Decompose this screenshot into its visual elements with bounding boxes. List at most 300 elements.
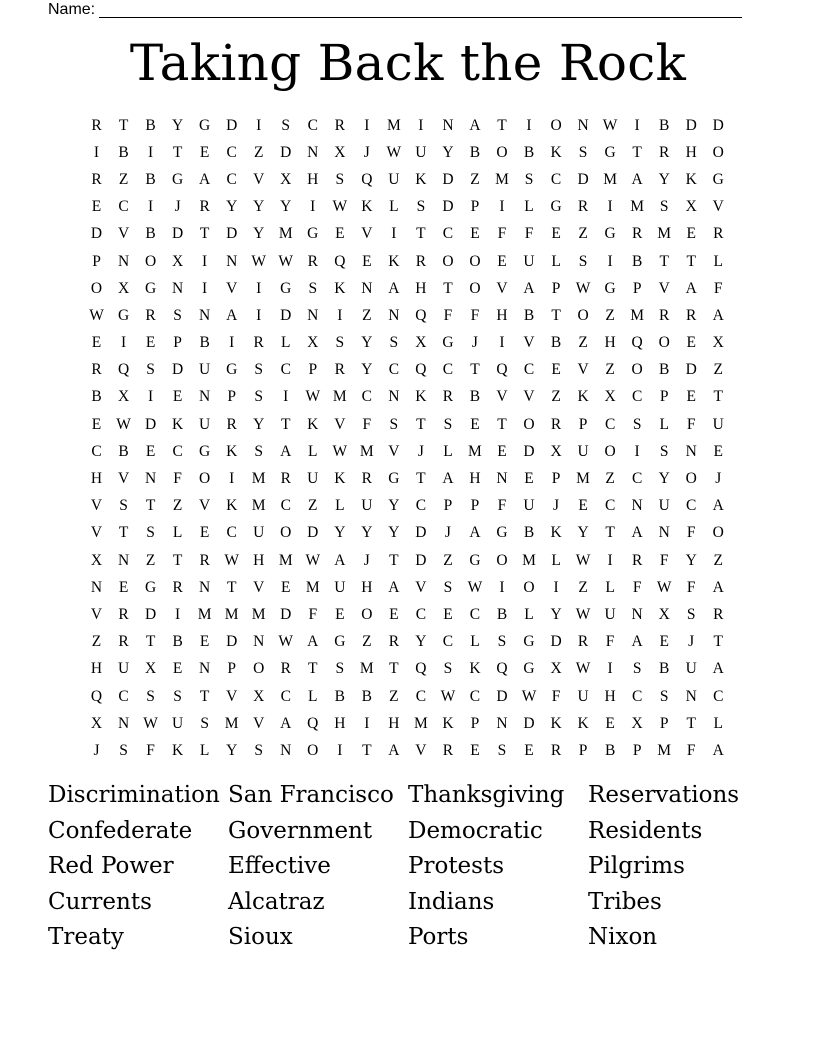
grid-letter: M	[359, 442, 374, 460]
grid-letter: C	[226, 170, 237, 188]
grid-letter: E	[659, 633, 669, 651]
grid-letter: E	[199, 143, 210, 161]
grid-letter: F	[524, 225, 534, 243]
grid-letter: S	[578, 143, 588, 161]
grid-letter: T	[281, 415, 291, 433]
grid-letter: S	[335, 660, 345, 678]
grid-letter: H	[604, 687, 616, 705]
grid-letter: D	[280, 143, 292, 161]
grid-letter: T	[686, 252, 696, 270]
grid-letter: B	[145, 170, 156, 188]
grid-letter: B	[469, 388, 481, 406]
grid-letter: Z	[605, 470, 615, 488]
grid-letter: U	[685, 660, 697, 678]
grid-letter: Y	[172, 116, 184, 134]
grid-letter: T	[713, 388, 723, 406]
grid-letter: I	[337, 741, 343, 759]
grid-letter: E	[686, 388, 696, 406]
grid-letter: R	[713, 605, 724, 623]
grid-letter: X	[685, 198, 697, 216]
grid-letter: W	[575, 605, 591, 623]
grid-letter: I	[147, 198, 154, 216]
grid-letter: W	[305, 551, 321, 569]
grid-letter: M	[197, 605, 212, 623]
grid-letter: D	[90, 225, 103, 243]
grid-letter: E	[335, 605, 345, 623]
word-bank-item: Residents	[588, 817, 703, 844]
grid-letter: B	[199, 334, 210, 352]
grid-letter: R	[280, 470, 291, 488]
grid-letter: F	[497, 497, 507, 515]
grid-letter: N	[577, 116, 589, 134]
grid-letter: U	[117, 660, 130, 678]
grid-letter: F	[173, 470, 182, 488]
grid-letter: I	[526, 116, 532, 134]
grid-letter: M	[224, 605, 239, 623]
grid-letter: Q	[334, 252, 346, 270]
word-bank-item: Tribes	[588, 888, 662, 915]
grid-letter: E	[145, 334, 156, 352]
grid-letter: B	[659, 116, 670, 134]
grid-letter: K	[469, 660, 481, 678]
grid-letter: N	[307, 306, 319, 324]
grid-letter: N	[117, 551, 130, 569]
grid-letter: I	[147, 388, 154, 406]
grid-row	[83, 465, 744, 492]
grid-letter: Q	[496, 660, 508, 678]
grid-letter: L	[524, 198, 534, 216]
grid-letter: Y	[334, 524, 346, 542]
grid-letter: H	[469, 470, 481, 488]
grid-letter: B	[523, 306, 535, 324]
grid-letter: J	[93, 741, 100, 759]
grid-row	[83, 656, 744, 683]
grid-letter: W	[305, 388, 321, 406]
grid-letter: K	[577, 388, 589, 406]
grid-letter: W	[278, 252, 294, 270]
grid-letter: E	[524, 470, 534, 488]
grid-letter: C	[415, 687, 427, 705]
grid-letter: Y	[415, 633, 427, 651]
grid-letter: M	[522, 551, 536, 569]
grid-letter: S	[281, 116, 291, 134]
grid-letter: I	[553, 578, 559, 596]
grid-letter: Y	[685, 551, 697, 569]
grid-letter: R	[91, 361, 102, 379]
grid-letter: P	[227, 388, 236, 406]
grid-row	[83, 221, 744, 248]
grid-letter: B	[496, 605, 508, 623]
grid-letter: E	[497, 252, 507, 270]
word-bank-item: Alcatraz	[228, 888, 325, 915]
grid-letter: V	[226, 279, 238, 297]
grid-letter: H	[253, 551, 265, 569]
grid-letter: T	[632, 143, 642, 161]
grid-letter: V	[117, 470, 130, 488]
grid-letter: R	[631, 225, 643, 243]
grid-letter: F	[146, 741, 155, 759]
grid-letter: D	[550, 633, 562, 651]
grid-letter: X	[90, 714, 103, 732]
grid-letter: A	[712, 660, 724, 678]
grid-letter: X	[144, 660, 157, 678]
grid-letter: A	[469, 524, 481, 542]
grid-letter: H	[361, 578, 373, 596]
grid-letter: S	[146, 524, 155, 542]
grid-letter: U	[334, 578, 346, 596]
grid-letter: O	[280, 524, 292, 542]
grid-letter: E	[713, 442, 723, 460]
grid-letter: Z	[308, 497, 318, 515]
grid-letter: C	[469, 605, 481, 623]
grid-letter: L	[308, 442, 318, 460]
grid-letter: F	[686, 415, 696, 433]
grid-letter: C	[172, 442, 183, 460]
grid-letter: R	[442, 741, 454, 759]
grid-letter: R	[550, 741, 562, 759]
grid-letter: L	[281, 334, 291, 352]
grid-row	[83, 302, 744, 329]
grid-letter: K	[577, 714, 589, 732]
grid-letter: K	[226, 497, 238, 515]
grid-letter: N	[253, 633, 265, 651]
grid-letter: Y	[388, 497, 400, 515]
grid-letter: N	[90, 578, 103, 596]
grid-letter: Z	[362, 633, 372, 651]
grid-letter: S	[497, 741, 507, 759]
grid-letter: C	[415, 605, 427, 623]
grid-row	[83, 384, 744, 411]
grid-row	[83, 629, 744, 656]
grid-letter: G	[117, 306, 130, 324]
grid-letter: N	[658, 524, 670, 542]
grid-letter: E	[172, 660, 183, 678]
grid-letter: W	[521, 687, 537, 705]
grid-letter: T	[443, 279, 453, 297]
grid-letter: P	[470, 714, 480, 732]
grid-letter: A	[334, 551, 346, 569]
grid-letter: T	[118, 524, 129, 542]
grid-letter: B	[659, 660, 670, 678]
grid-letter: G	[199, 442, 211, 460]
grid-letter: C	[280, 687, 291, 705]
grid-letter: E	[470, 741, 480, 759]
grid-letter: R	[577, 198, 589, 216]
grid-letter: T	[389, 660, 399, 678]
grid-letter: K	[172, 741, 184, 759]
grid-letter: F	[632, 578, 642, 596]
grid-letter: P	[632, 279, 642, 297]
grid-letter: H	[685, 143, 697, 161]
grid-letter: A	[280, 714, 292, 732]
grid-letter: R	[91, 170, 102, 188]
grid-letter: O	[712, 143, 724, 161]
grid-letter: O	[631, 361, 643, 379]
grid-letter: Y	[253, 198, 265, 216]
grid-letter: X	[117, 388, 130, 406]
grid-letter: C	[604, 497, 616, 515]
grid-letter: X	[280, 170, 292, 188]
grid-row	[83, 574, 744, 601]
grid-letter: E	[172, 388, 183, 406]
word-bank-item: Effective	[228, 853, 331, 880]
grid-letter: B	[631, 252, 643, 270]
grid-letter: M	[251, 605, 266, 623]
grid-letter: Z	[91, 633, 102, 651]
grid-letter: C	[713, 687, 724, 705]
grid-letter: M	[251, 470, 266, 488]
grid-letter: M	[386, 116, 401, 134]
grid-letter: C	[523, 361, 535, 379]
grid-letter: W	[332, 198, 348, 216]
grid-letter: M	[305, 578, 320, 596]
grid-letter: E	[524, 741, 534, 759]
grid-letter: M	[657, 225, 672, 243]
grid-letter: A	[388, 279, 400, 297]
grid-letter: A	[469, 116, 481, 134]
grid-letter: N	[117, 714, 130, 732]
grid-letter: Z	[578, 334, 588, 352]
grid-letter: R	[280, 660, 291, 678]
word-bank-item: Ports	[408, 924, 469, 951]
grid-letter: Y	[361, 524, 373, 542]
grid-letter: I	[229, 470, 235, 488]
grid-letter: X	[334, 143, 346, 161]
grid-letter: V	[415, 741, 427, 759]
grid-letter: K	[442, 714, 454, 732]
grid-row	[83, 683, 744, 710]
word-bank	[48, 778, 768, 956]
grid-letter: O	[442, 252, 454, 270]
grid-letter: N	[631, 605, 643, 623]
grid-letter: N	[631, 497, 643, 515]
grid-letter: P	[632, 741, 642, 759]
grid-letter: Y	[577, 524, 589, 542]
grid-letter: N	[199, 578, 211, 596]
grid-letter: O	[469, 252, 481, 270]
grid-letter: Z	[443, 551, 453, 569]
grid-letter: R	[442, 388, 454, 406]
grid-letter: K	[388, 252, 400, 270]
grid-letter: T	[416, 470, 426, 488]
grid-letter: R	[334, 361, 345, 379]
grid-letter: G	[604, 225, 616, 243]
grid-letter: H	[90, 470, 103, 488]
grid-letter: C	[226, 524, 237, 542]
grid-letter: V	[253, 714, 265, 732]
grid-letter: R	[550, 415, 562, 433]
name-blank-line	[99, 2, 742, 18]
word-bank-item: Indians	[408, 888, 495, 915]
grid-letter: O	[253, 660, 265, 678]
grid-letter: Q	[631, 334, 643, 352]
grid-row	[83, 275, 744, 302]
grid-letter: Q	[90, 687, 103, 705]
word-bank-item: Nixon	[588, 924, 658, 951]
grid-letter: G	[280, 279, 292, 297]
grid-letter: D	[280, 306, 292, 324]
grid-letter: E	[497, 442, 507, 460]
grid-letter: W	[278, 633, 294, 651]
grid-letter: T	[659, 252, 669, 270]
grid-letter: I	[256, 116, 262, 134]
grid-letter: S	[335, 334, 345, 352]
grid-letter: P	[443, 497, 453, 515]
grid-letter: Z	[551, 388, 561, 406]
grid-letter: I	[202, 252, 208, 270]
grid-letter: S	[524, 170, 534, 188]
grid-letter: K	[307, 415, 319, 433]
grid-letter: S	[497, 633, 507, 651]
grid-letter: D	[226, 225, 238, 243]
grid-letter: D	[685, 116, 697, 134]
grid-letter: V	[117, 225, 130, 243]
grid-letter: S	[254, 361, 264, 379]
grid-letter: Y	[361, 334, 373, 352]
grid-row	[83, 547, 744, 574]
grid-letter: N	[496, 470, 508, 488]
grid-letter: S	[659, 442, 669, 460]
grid-letter: S	[119, 741, 128, 759]
grid-letter: V	[658, 279, 670, 297]
grid-letter: W	[467, 578, 483, 596]
grid-letter: E	[91, 334, 102, 352]
grid-letter: A	[712, 741, 724, 759]
grid-letter: M	[359, 660, 374, 678]
grid-letter: W	[656, 578, 672, 596]
grid-letter: E	[389, 605, 399, 623]
grid-letter: E	[362, 252, 372, 270]
grid-letter: F	[686, 524, 696, 542]
grid-letter: T	[686, 714, 696, 732]
grid-letter: U	[199, 415, 211, 433]
grid-letter: R	[631, 551, 643, 569]
grid-letter: Z	[713, 361, 723, 379]
grid-letter: E	[551, 361, 561, 379]
grid-letter: I	[202, 279, 208, 297]
grid-letter: Z	[470, 170, 480, 188]
grid-letter: R	[118, 605, 129, 623]
grid-letter: O	[90, 279, 103, 297]
grid-letter: A	[712, 306, 724, 324]
grid-letter: F	[659, 551, 669, 569]
grid-letter: N	[388, 388, 400, 406]
grid-letter: M	[495, 170, 509, 188]
grid-letter: R	[659, 306, 670, 324]
grid-letter: F	[686, 578, 696, 596]
grid-letter: B	[91, 388, 102, 406]
grid-row	[83, 710, 744, 737]
grid-letter: N	[307, 143, 319, 161]
word-bank-item: Pilgrims	[588, 853, 685, 880]
grid-letter: Z	[145, 551, 156, 569]
grid-letter: R	[91, 116, 102, 134]
grid-letter: D	[496, 687, 508, 705]
grid-letter: S	[443, 578, 453, 596]
grid-letter: X	[658, 605, 670, 623]
word-bank-item: Reservations	[588, 782, 740, 808]
grid-letter: B	[523, 143, 535, 161]
grid-letter: L	[172, 524, 183, 542]
grid-letter: E	[686, 225, 696, 243]
grid-letter: T	[145, 633, 156, 651]
grid-letter: G	[334, 633, 346, 651]
grid-letter: D	[712, 116, 724, 134]
grid-letter: G	[442, 334, 454, 352]
grid-letter: T	[226, 578, 237, 596]
grid-letter: D	[523, 714, 535, 732]
grid-letter: W	[440, 687, 456, 705]
grid-letter: E	[91, 198, 102, 216]
grid-letter: G	[712, 170, 724, 188]
grid-letter: V	[226, 687, 238, 705]
grid-letter: I	[283, 388, 289, 406]
grid-letter: U	[361, 497, 373, 515]
grid-letter: Z	[578, 578, 588, 596]
grid-letter: K	[226, 442, 238, 460]
grid-letter: C	[415, 497, 427, 515]
grid-letter: S	[443, 660, 453, 678]
grid-letter: N	[199, 388, 211, 406]
grid-letter: D	[226, 116, 238, 134]
grid-letter: D	[172, 361, 184, 379]
grid-row	[83, 166, 744, 193]
grid-letter: D	[307, 524, 319, 542]
grid-letter: F	[362, 415, 372, 433]
word-bank-item: Thanksgiving	[408, 782, 565, 808]
grid-letter: I	[634, 116, 640, 134]
grid-letter: E	[118, 578, 129, 596]
grid-letter: Y	[226, 741, 238, 759]
grid-letter: G	[604, 279, 616, 297]
grid-letter: C	[469, 687, 481, 705]
grid-row	[83, 330, 744, 357]
grid-letter: Z	[713, 551, 723, 569]
grid-letter: I	[229, 334, 235, 352]
grid-letter: K	[550, 143, 562, 161]
grid-letter: O	[604, 442, 616, 460]
grid-letter: I	[364, 714, 370, 732]
grid-letter: F	[551, 687, 561, 705]
grid-letter: S	[146, 687, 155, 705]
grid-letter: G	[307, 225, 319, 243]
grid-letter: G	[144, 279, 157, 297]
grid-letter: T	[118, 116, 129, 134]
grid-letter: P	[470, 198, 480, 216]
grid-letter: E	[578, 497, 588, 515]
grid-letter: F	[308, 605, 318, 623]
grid-letter: S	[686, 605, 696, 623]
grid-letter: N	[226, 252, 238, 270]
grid-letter: X	[604, 388, 616, 406]
grid-letter: I	[607, 660, 613, 678]
grid-letter: C	[442, 225, 454, 243]
grid-letter: G	[496, 524, 508, 542]
grid-row	[83, 520, 744, 547]
grid-letter: W	[575, 279, 591, 297]
grid-letter: S	[173, 306, 182, 324]
grid-letter: H	[334, 714, 346, 732]
grid-letter: B	[469, 143, 481, 161]
grid-letter: X	[253, 687, 265, 705]
grid-letter: M	[278, 225, 293, 243]
grid-letter: C	[118, 198, 129, 216]
grid-letter: J	[553, 497, 560, 515]
grid-letter: D	[144, 605, 157, 623]
word-bank-item: Red Power	[48, 853, 174, 880]
grid-letter: G	[388, 470, 400, 488]
grid-letter: O	[496, 551, 508, 569]
